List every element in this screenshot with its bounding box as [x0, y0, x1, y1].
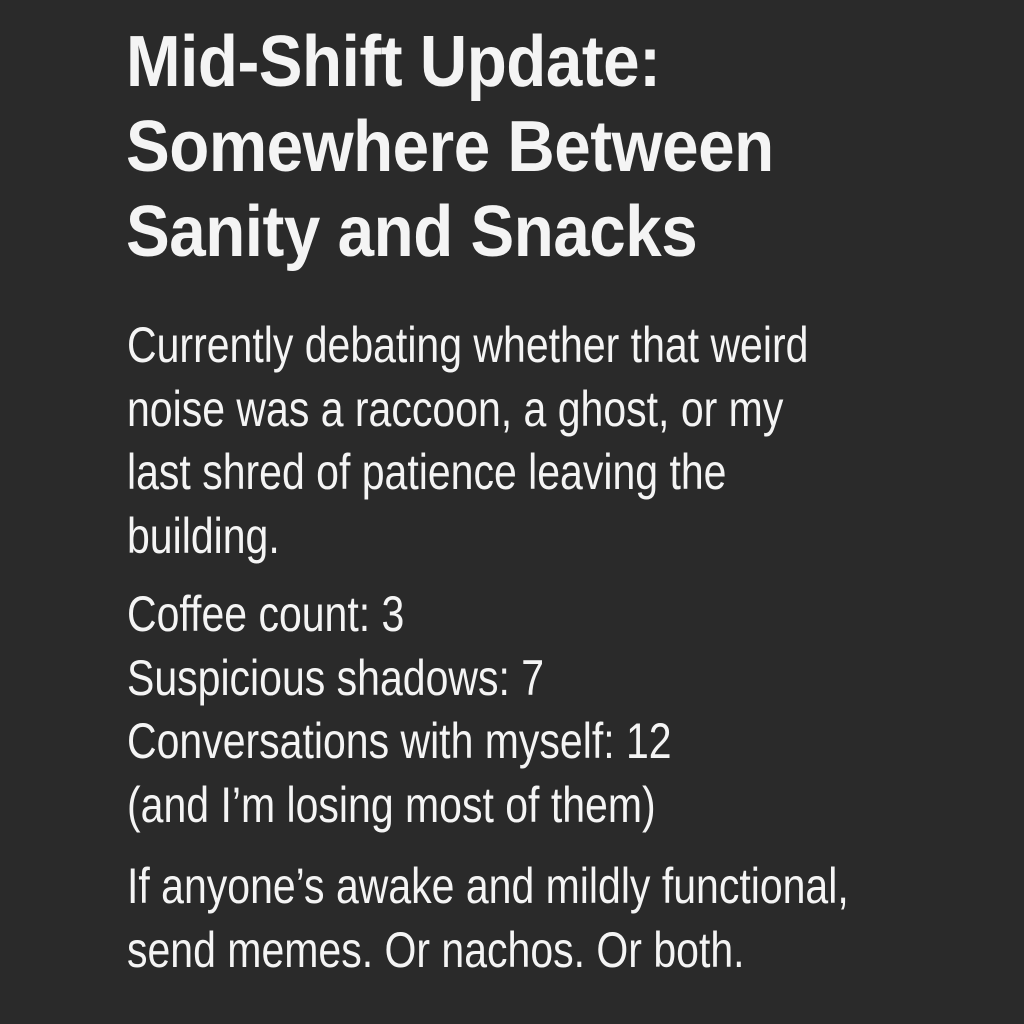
post-title — [126, 20, 927, 275]
title-line: Somewhere Between — [126, 107, 774, 187]
intro-line: noise was a raccoon, a ghost, or my — [127, 380, 784, 437]
title-line: Sanity and Snacks — [126, 192, 698, 272]
stat-conversations: Conversations with myself: 12 — [127, 713, 672, 769]
intro-paragraph — [127, 314, 947, 568]
closing-line: If anyone’s awake and mildly functional, — [127, 858, 849, 914]
closing-line: send memes. Or nachos. Or both. — [127, 921, 745, 978]
closing-paragraph — [127, 855, 947, 982]
stat-suspicious-shadows: Suspicious shadows: 7 — [127, 649, 545, 706]
title-line: Mid-Shift Update: — [126, 22, 661, 102]
intro-line: Currently debating whether that weird — [127, 317, 809, 373]
intro-line: last shred of patience leaving the — [127, 444, 727, 500]
intro-line: building. — [127, 507, 280, 564]
stat-coffee-count: Coffee count: 3 — [127, 586, 405, 642]
stat-note: (and I’m losing most of them) — [127, 776, 656, 833]
stats-list — [127, 583, 947, 837]
